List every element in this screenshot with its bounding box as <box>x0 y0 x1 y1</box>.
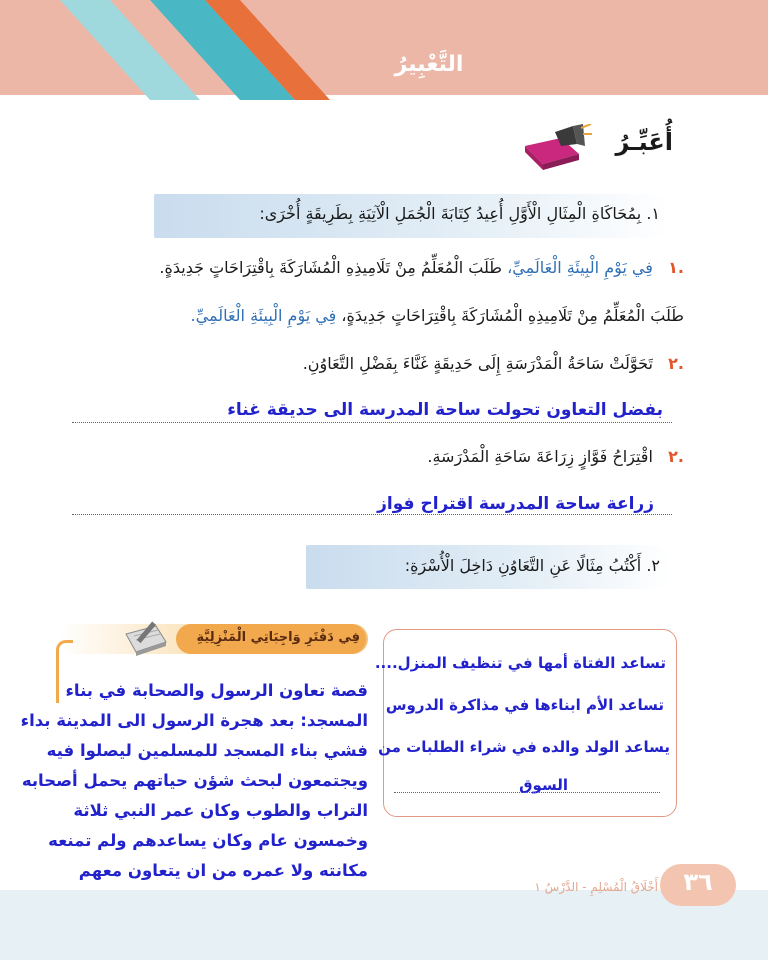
q2-answer-line-1: تساعد الفتاة أمها في تنظيف المنزل.... <box>374 654 666 672</box>
homework-line-2: المسجد: بعد هجرة الرسول الى المدينة بداء <box>20 711 368 730</box>
q2-answer-rule <box>394 792 660 793</box>
megaphone-book-icon <box>521 124 593 172</box>
example-1-phrase: فِي يَوْمِ الْبِيئَةِ الْعَالَمِيِّ، <box>507 258 653 277</box>
section-heading: أُعَبِّـرُ <box>615 128 673 156</box>
q2-answer-line-3: يساعد الولد والده في شراء الطلبات من <box>378 738 670 756</box>
homework-line-3: فشي بناء المسجد للمسلمين ليصلوا فيه <box>46 741 368 760</box>
example-3-text: اقْتِرَاحُ فَوَّازٍ زِرَاعَةَ سَاحَةِ الْمَدْرَسَةِ. <box>427 447 653 466</box>
example-3-sentence <box>427 447 684 466</box>
homework-line-5: التراب والطوب وكان عمر النبي ثلاثة <box>73 801 368 820</box>
example-1-answer-start: طَلَبَ الْمُعَلِّمُ مِنْ تَلَامِيذِهِ الْمُشَارَكَةَ بِاقْتِرَاحَاتٍ جَدِيدَةٍ، <box>336 306 684 325</box>
example-1-answer <box>191 306 684 325</box>
page-title: التَّعْبِيرُ <box>394 52 464 77</box>
example-1-sentence <box>159 258 684 277</box>
example-3-answer-line <box>72 514 672 515</box>
homework-label: فِي دَفْتَرِ وَاجِبَاتِي الْمَنْزِلِيَّةِ <box>196 630 360 645</box>
example-2-text: تَحَوَّلَتْ سَاحَةُ الْمَدْرَسَةِ إِلَى حَدِيقَةٍ غَنَّاءَ بِفَضْلِ التَّعَاوُنِ. <box>302 354 653 373</box>
homework-line-4: ويجتمعون لبحث شؤن حياتهم يحمل أصحابه <box>21 771 368 790</box>
q2-instruction: ٢. أَكْتُبُ مِثَالًا عَنِ التَّعَاوُنِ دَاخِلَ الْأُسْرَةِ: <box>404 556 660 575</box>
page-number: ٣٦ <box>683 868 713 896</box>
homework-line-6: وخمسون عام وكان يساعدهم ولم تمنعه <box>48 831 368 850</box>
example-1-answer-phrase: فِي يَوْمِ الْبِيئَةِ الْعَالَمِيِّ. <box>190 306 337 325</box>
example-2-number: .٢ <box>668 354 684 373</box>
example-1-rest: طَلَبَ الْمُعَلِّمُ مِنْ تَلَامِيذِهِ الْمُشَارَكَةَ بِاقْتِرَاحَاتٍ جَدِيدَةٍ. <box>159 258 508 277</box>
example-2-sentence <box>303 354 684 373</box>
example-2-answer-line <box>72 422 672 423</box>
q2-answer-line-4: السوق <box>519 776 568 794</box>
example-3-number: .٢ <box>668 447 684 466</box>
homework-line-7: مكانته ولا عمره من ان يتعاون معهم <box>78 861 368 880</box>
book-title: أَخْلَاقُ الْمُسْلِمِ - الدَّرْسُ ١ <box>534 880 658 894</box>
homework-line-1: قصة تعاون الرسول والصحابة في بناء <box>65 681 368 700</box>
example-3-answer: زراعة ساحة المدرسة اقتراح فواز <box>377 494 654 514</box>
example-2-answer: بفضل التعاون تحولت ساحة المدرسة الى حديقة غناء <box>227 400 663 420</box>
q2-answer-line-2: تساعد الأم ابناءها في مذاكرة الدروس <box>385 696 664 714</box>
q1-instruction: ١. بِمُحَاكَاةِ الْمِثَالِ الْأَوَّلِ أُعِيدُ كِتَابَةَ الْجُمَلِ الْآتِيَةِ بِطَرِيقَةٍ أُخْرَى: <box>259 204 660 223</box>
homework-paragraph <box>21 676 368 886</box>
example-1-number: .١ <box>668 258 684 277</box>
footer-band <box>0 890 768 960</box>
notebook-pencil-icon <box>120 620 170 660</box>
header-stripes <box>0 0 330 100</box>
